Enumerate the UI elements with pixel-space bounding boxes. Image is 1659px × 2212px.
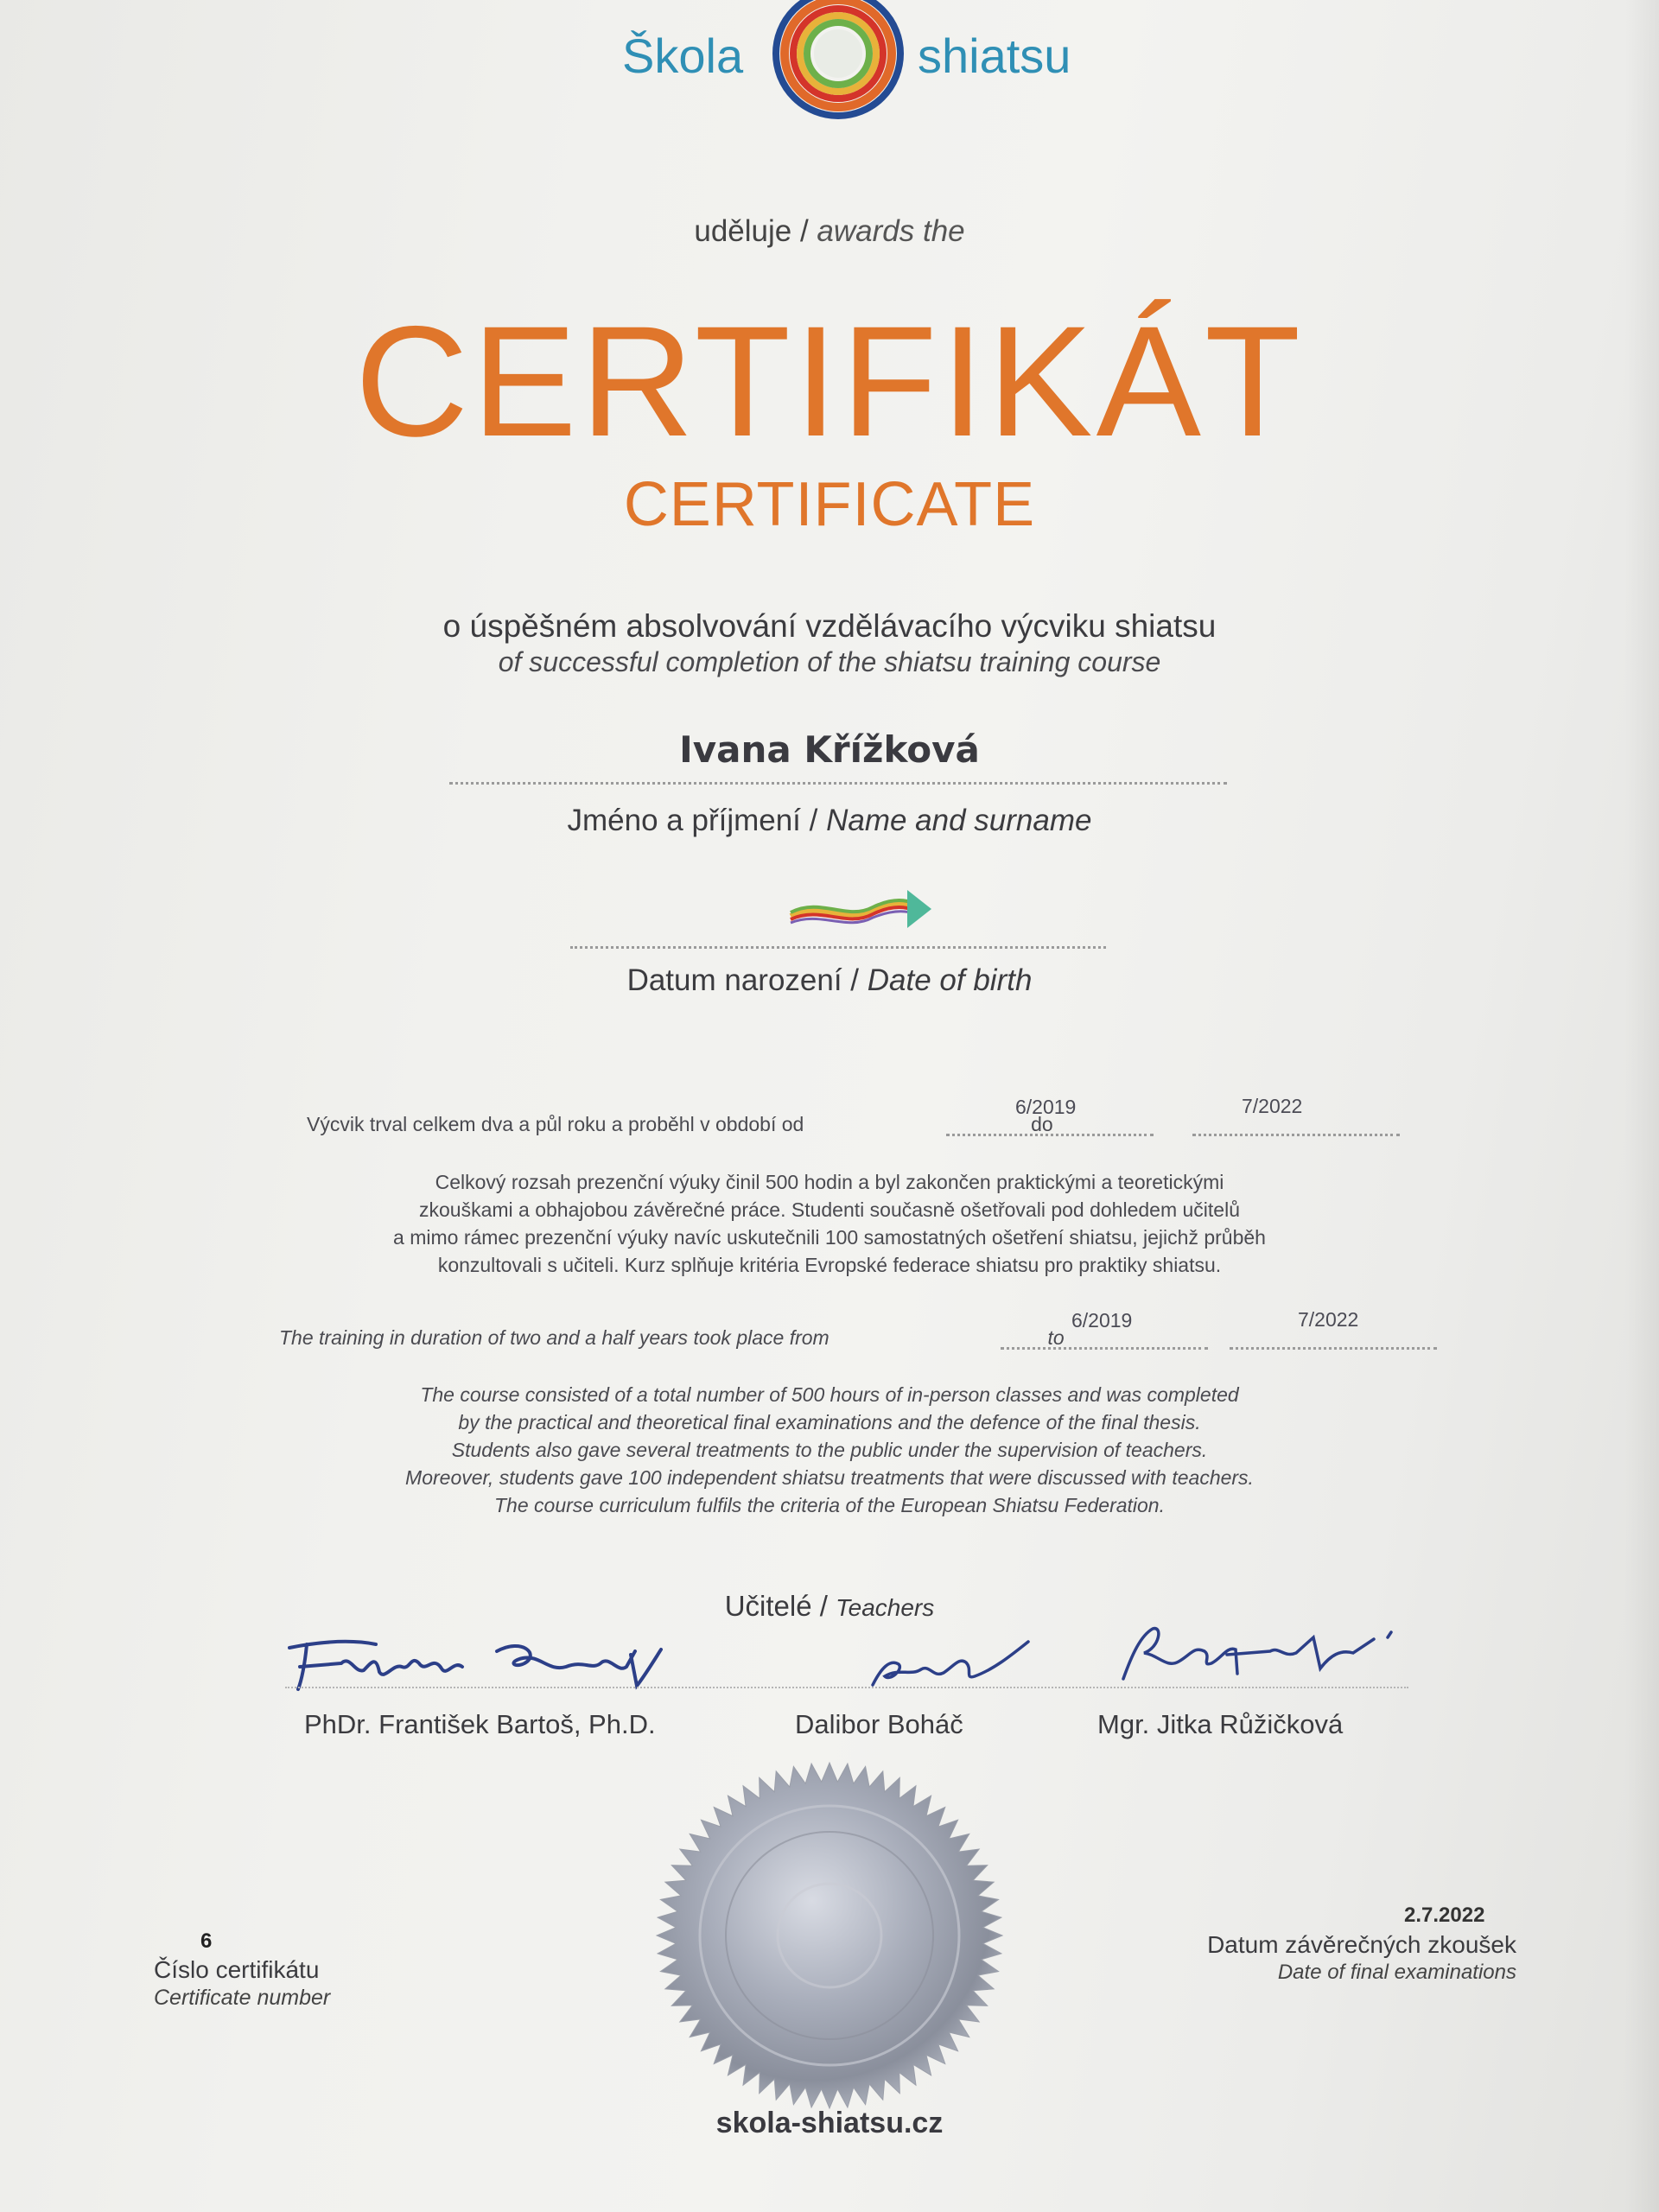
final-exam-label-en: Date of final examinations: [1277, 1961, 1516, 1984]
certificate-number-label-cz: Číslo certifikátu: [154, 1956, 320, 1983]
teachers-title-en: Teachers: [836, 1594, 935, 1621]
awards-line: [0, 214, 1659, 249]
period-en-to: 7/2022: [1298, 1308, 1359, 1331]
logo-ring-icon: [767, 0, 909, 121]
dob-caption: [0, 963, 1659, 998]
dob-dotted-line: [570, 946, 1106, 949]
period-cz-from-line: [946, 1134, 1154, 1136]
signature-ruzickova: [1115, 1620, 1408, 1689]
paragraph-en-line: Moreover, students gave 100 independent shiatsu treatments that were discussed with teachers.: [405, 1466, 1254, 1489]
paragraph-cz: [0, 1168, 1659, 1279]
final-exam-label-cz: Datum závěrečných zkoušek: [1207, 1931, 1516, 1958]
teacher-name-2: Dalibor Boháč: [795, 1709, 963, 1739]
signature-dotted-line: [285, 1687, 1408, 1688]
period-cz-line: [307, 1113, 1053, 1136]
logo-text-skola: Škola: [622, 29, 744, 83]
paragraph-cz-line: zkouškami a obhajobou závěrečné práce. Studenti současně ošetřovali pod dohledem učitelů: [419, 1198, 1240, 1221]
paragraph-en-line: The course curriculum fulfils the criteria of the European Shiatsu Federation.: [494, 1494, 1165, 1516]
period-en-to-line: [1230, 1347, 1437, 1350]
period-cz-prefix: Výcvik trval celkem dva a půl roku a proběhl v období od: [307, 1113, 804, 1135]
final-exam-date: 2.7.2022: [1404, 1904, 1485, 1927]
completion-cz: o úspěšném absolvování vzdělávacího výcviku shiatsu: [442, 608, 1217, 644]
dob-caption-cz: Datum narození /: [626, 963, 860, 997]
teacher-name-1: PhDr. František Bartoš, Ph.D.: [304, 1709, 656, 1739]
name-dotted-line: [449, 782, 1227, 785]
title-en: CERTIFICATE: [623, 470, 1036, 539]
period-en-from-line: [1001, 1347, 1208, 1350]
name-caption: [0, 804, 1659, 838]
completion-en: of successful completion of the shiatsu training course: [498, 646, 1161, 677]
recipient-name: Ivana Křížková: [679, 728, 980, 771]
teachers-title: [0, 1590, 1659, 1623]
period-en-line: [279, 1326, 1065, 1350]
dob-caption-en: Date of birth: [867, 963, 1033, 997]
website-url: skola-shiatsu.cz: [715, 2107, 944, 2139]
teacher-name-3: Mgr. Jitka Růžičková: [1097, 1709, 1344, 1739]
paragraph-en: [0, 1381, 1659, 1519]
period-cz-from: 6/2019: [1015, 1096, 1077, 1118]
certificate-number-label-en: Certificate number: [154, 1986, 331, 2010]
awards-en: awards the: [817, 214, 965, 248]
period-cz-to-line: [1192, 1134, 1400, 1136]
period-en-prefix: The training in duration of two and a half years took place from: [279, 1326, 830, 1349]
period-en-from: 6/2019: [1071, 1309, 1133, 1332]
period-en-middle: to: [1047, 1326, 1065, 1349]
paragraph-cz-line: a mimo rámec prezenční výuky navíc uskutečnili 100 samostatných ošetření shiatsu, jejichž průběh: [393, 1226, 1266, 1249]
redacted-dob-scribble: [786, 883, 938, 935]
period-cz-to: 7/2022: [1242, 1095, 1303, 1117]
name-caption-cz: Jméno a příjmení /: [567, 804, 818, 837]
logo-text-shiatsu: shiatsu: [918, 29, 1071, 83]
period-cz-middle: do: [1031, 1113, 1053, 1135]
paragraph-en-line: The course consisted of a total number of 500 hours of in-person classes and was completed: [420, 1383, 1239, 1406]
paragraph-en-line: Students also gave several treatments to the public under the supervision of teachers.: [451, 1439, 1208, 1461]
name-caption-en: Name and surname: [826, 804, 1092, 837]
awards-cz: uděluje /: [694, 214, 809, 248]
title-cz: CERTIFIKÁT: [354, 293, 1305, 469]
paragraph-en-line: by the practical and theoretical final examinations and the defence of the final thesis.: [458, 1411, 1201, 1433]
certificate-number-value: 6: [200, 1929, 213, 1953]
teachers-title-cz: Učitelé /: [724, 1590, 828, 1622]
signature-bohac: [864, 1633, 1037, 1702]
paragraph-cz-line: konzultovali s učiteli. Kurz splňuje kritéria Evropské federace shiatsu pro praktiky shiatsu.: [437, 1254, 1222, 1276]
paragraph-cz-line: Celkový rozsah prezenční výuky činil 500 hodin a byl zakončen praktickými a teoretickými: [435, 1171, 1224, 1193]
silver-seal-icon: [652, 1758, 1007, 2113]
